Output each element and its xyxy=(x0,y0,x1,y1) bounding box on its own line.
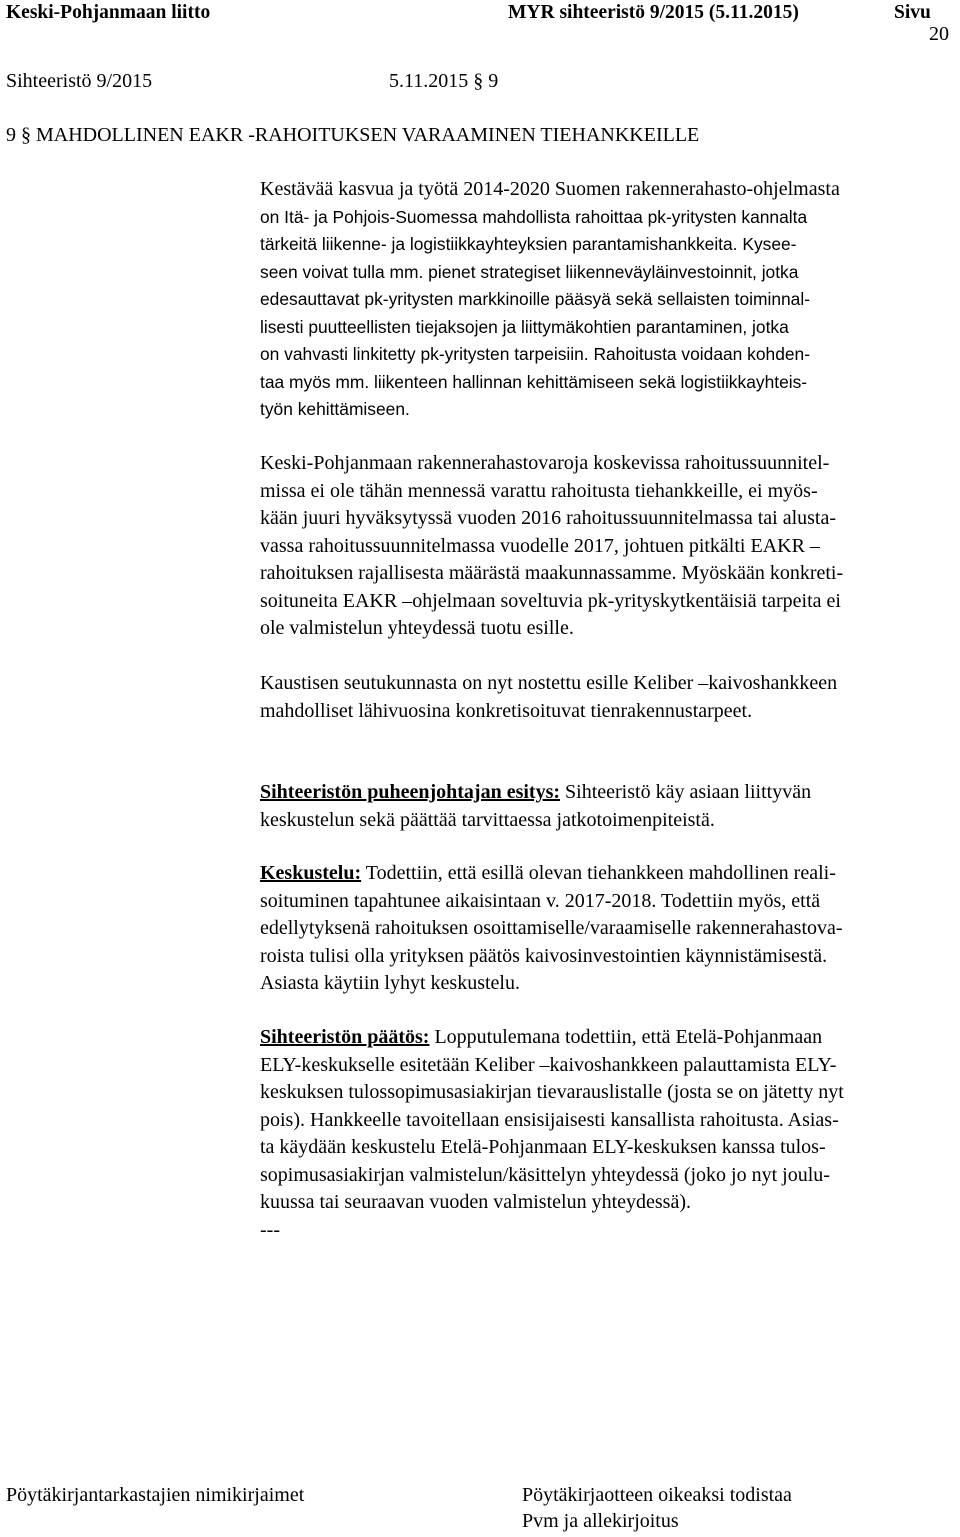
text-line: seen voivat tulla mm. pienet strategiset liikenneväyläinvestoinnit, jotka xyxy=(260,261,799,282)
text-line: missa ei ole tähän mennessä varattu rahoitusta tiehankkeille, ei myös- xyxy=(260,479,818,502)
proposal-text: Sihteeristö käy asiaan liittyvän xyxy=(560,781,812,803)
text-line: keskuksen tulossopimusasiakirjan tievarauslistalle (josta se on jätetty nyt xyxy=(260,1081,844,1103)
text-line: kään juuri hyväksytyssä vuoden 2016 rahoitussuunnitelmassa tai alusta- xyxy=(260,507,837,529)
text-line: rahoituksen rajallisesta määrästä maakunnassamme. Myöskään konkreti- xyxy=(260,562,844,584)
text-line: keskustelun sekä päättää tarvittaessa jatkotoimenpiteistä. xyxy=(260,808,715,831)
text-line: ELY-keskukselle esitetään Keliber –kaivoshankkeen palauttamista ELY- xyxy=(260,1053,837,1076)
header-page-label: Sivu xyxy=(894,2,931,23)
text-line: pois). Hankkeelle tavoitellaan ensisijaisesti kansallista rahoitusta. Asias- xyxy=(260,1108,839,1131)
section-title: MAHDOLLINEN EAKR -RAHOITUKSEN VARAAMINEN TIEHANKKEILLE xyxy=(36,124,700,146)
paragraph-funding-status xyxy=(260,450,952,643)
text-line: mahdolliset lähivuosina konkretisoituvat tienrakennustarpeet. xyxy=(260,699,753,722)
meeting-date-section: 5.11.2015 § 9 xyxy=(389,70,499,92)
text-line: kuussa tai seuraavan vuoden valmistelun yhteydessä). xyxy=(260,1191,691,1213)
text-line xyxy=(260,1024,952,1052)
section-number: 9 xyxy=(6,124,16,146)
text-line: lisesti puutteellisten tiejaksojen ja liittymäkohtien parantaminen, jotka xyxy=(260,316,789,337)
section-symbol: § xyxy=(21,124,31,146)
header-organization: Keski-Pohjanmaan liitto xyxy=(6,2,211,23)
text-line xyxy=(260,779,952,807)
discussion xyxy=(260,860,952,998)
decision-label: Sihteeristön päätös: xyxy=(260,1026,430,1048)
meeting-body: Sihteeristö 9/2015 xyxy=(6,70,153,92)
footer-initials-label: Pöytäkirjantarkastajien nimikirjaimet xyxy=(6,1484,305,1506)
chair-proposal xyxy=(260,779,952,834)
text-line: vassa rahoitussuunnitelmassa vuodelle 2017, johtuen pitkälti EAKR – xyxy=(260,534,820,557)
text-line: taa myös mm. liikenteen hallinnan kehittämiseen sekä logistiikkayhteis- xyxy=(260,371,808,392)
header-meeting: MYR sihteeristö 9/2015 (5.11.2015) xyxy=(508,2,799,23)
text-line: Kaustisen seutukunnasta on nyt nostettu esille Keliber –kaivoshankkeen xyxy=(260,672,838,694)
text-line: Kestävää kasvua ja työtä 2014-2020 Suomen rakennerahasto-ohjelmasta xyxy=(260,178,840,200)
header-page-number: 20 xyxy=(929,23,949,45)
discussion-text: Todettiin, että esillä olevan tiehankkeen mahdollinen reali- xyxy=(361,862,836,884)
text-line: ta käydään keskustelu Etelä-Pohjanmaan ELY-keskuksen kanssa tulos- xyxy=(260,1136,826,1158)
text-line: tärkeitä liikenne- ja logistiikkayhteyksien parantamishankkeita. Kysee- xyxy=(260,234,797,254)
text-line xyxy=(260,860,952,888)
text-line: on vahvasti linkitetty pk-yritysten tarpeisiin. Rahoitusta voidaan kohden- xyxy=(260,344,811,364)
text-line: soituneita EAKR –ohjelmaan soveltuvia pk-yrityskytkentäisiä tarpeita ei xyxy=(260,589,841,612)
secretariat-decision xyxy=(260,1024,952,1244)
section-heading xyxy=(6,124,699,147)
text-line: on Itä- ja Pohjois-Suomessa mahdollista rahoittaa pk-yritysten kannalta xyxy=(260,206,808,227)
text-line: työn kehittämiseen. xyxy=(260,399,410,419)
end-mark: --- xyxy=(260,1218,280,1241)
paragraph-intro xyxy=(260,176,952,424)
text-line: Asiasta käytiin lyhyt keskustelu. xyxy=(260,972,520,994)
text-line: sopimusasiakirjan valmistelun/käsittelyn yhteydessä (joko jo nyt joulu- xyxy=(260,1163,830,1186)
text-line: soituminen tapahtunee aikaisintaan v. 2017-2018. Todettiin myös, että xyxy=(260,889,821,912)
footer-date-signature-label: Pvm ja allekirjoitus xyxy=(522,1510,679,1532)
text-line: roista tulisi olla yrityksen päätös kaivosinvestointien käynnistämisestä. xyxy=(260,944,828,967)
text-line: ole valmistelun yhteydessä tuotu esille. xyxy=(260,617,574,639)
discussion-label: Keskustelu: xyxy=(260,862,362,884)
text-line: edellytyksenä rahoituksen osoittamiselle/varaamiselle rakennerahastova- xyxy=(260,917,843,939)
paragraph-kaustinen xyxy=(260,670,952,725)
decision-text: Lopputulemana todettiin, että Etelä-Pohjanmaan xyxy=(429,1026,823,1048)
text-line: edesauttavat pk-yritysten markkinoille pääsyä sekä sellaisten toiminnal- xyxy=(260,289,810,309)
text-line: Keski-Pohjanmaan rakennerahastovaroja koskevissa rahoitussuunnitel- xyxy=(260,452,830,474)
proposal-label: Sihteeristön puheenjohtajan esitys: xyxy=(260,781,561,803)
footer-certified-label: Pöytäkirjaotteen oikeaksi todistaa xyxy=(522,1484,792,1506)
